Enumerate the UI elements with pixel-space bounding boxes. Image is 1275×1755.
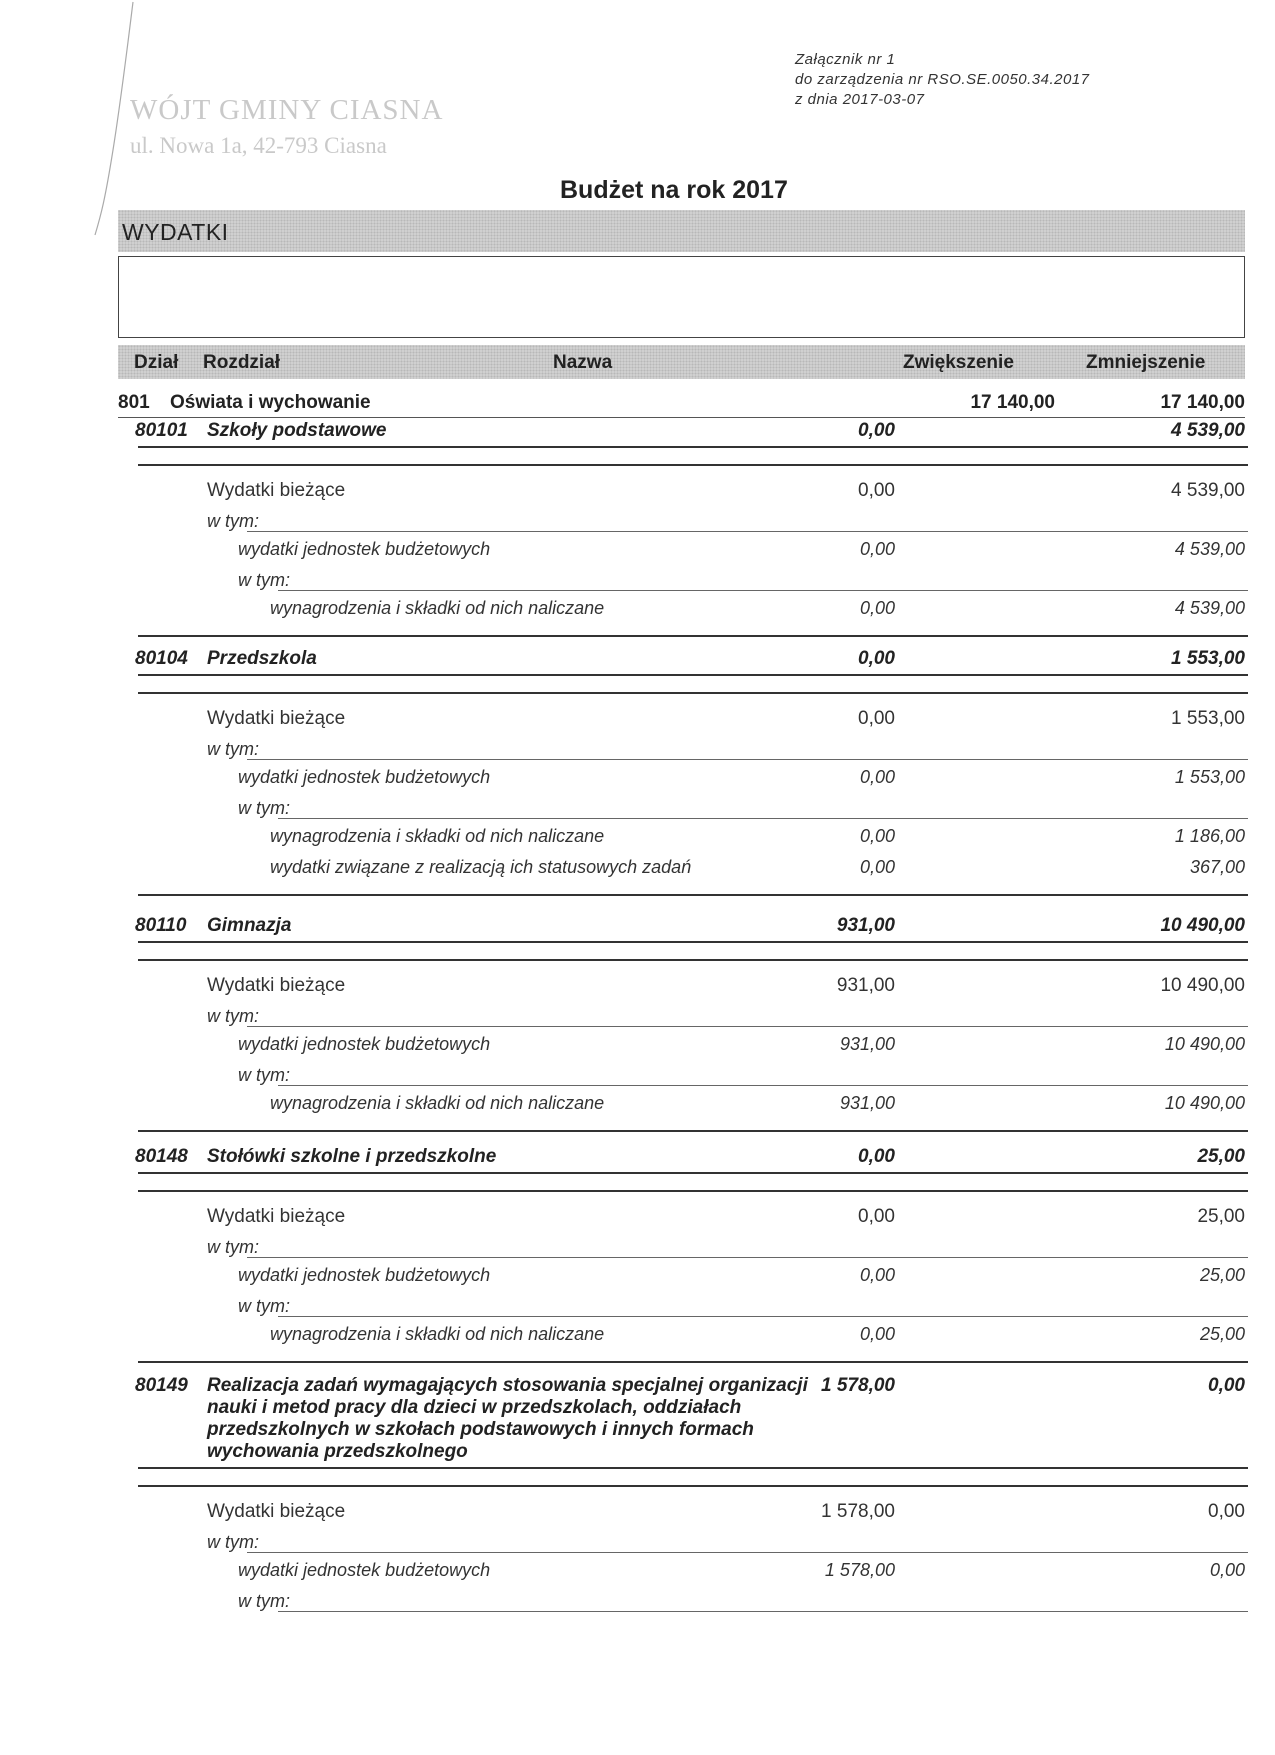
in-which-label: w tym: [238,798,290,818]
annex-note [795,50,1090,110]
row-decrease: 10 490,00 [1164,1034,1245,1054]
chapter-name-line: wychowania przedszkolnego [207,1441,468,1462]
annex-line-2: do zarządzenia nr RSO.SE.0050.34.2017 [795,71,1090,88]
chapter-code: 80149 [135,1375,188,1396]
chapter-underline [138,941,1248,943]
chapter-decrease: 25,00 [1197,1146,1245,1167]
row-increase: 0,00 [859,598,895,618]
row-decrease: 1 553,00 [1171,708,1245,729]
in-which-label: w tym: [238,1296,290,1316]
chapter-name-line: przedszkolnych w szkołach podstawowych i innych formach [207,1419,754,1440]
row-underline [278,1611,1248,1612]
dzial-code: 801 [118,392,150,413]
current-expenses-label: Wydatki bieżące [207,1501,346,1522]
chapter-code: 80110 [135,915,187,936]
row-underline [278,590,1248,591]
row-increase: 0,00 [859,826,895,846]
row-underline [247,759,1248,760]
row-underline [278,1085,1248,1086]
detail-expense-label: wydatki związane z realizacją ich statusowych zadań [270,857,692,877]
chapter-name: Stołówki szkolne i przedszkolne [207,1146,497,1167]
row-decrease: 25,00 [1197,1206,1245,1227]
row-underline [278,818,1248,819]
in-which-label: w tym: [207,1532,259,1552]
row-decrease: 367,00 [1189,857,1245,877]
unit-expenses-label: wydatki jednostek budżetowych [238,767,491,787]
chapter-name-line: nauki i metod pracy dla dzieci w przedszkolach, oddziałach [207,1397,742,1418]
row-increase: 931,00 [836,975,895,996]
detail-expense-label: wynagrodzenia i składki od nich naliczane [270,598,605,618]
chapter-separator [138,692,1248,694]
chapter-name: Szkoły podstawowe [207,420,387,441]
row-decrease: 10 490,00 [1160,975,1245,996]
chapter-separator [138,1485,1248,1487]
chapter-code: 80148 [135,1146,188,1167]
row-increase: 0,00 [858,1206,895,1227]
row-decrease: 4 539,00 [1174,539,1245,559]
chapter-increase: 0,00 [858,648,895,669]
row-decrease: 1 186,00 [1174,826,1245,846]
chapter-end-line [138,1361,1248,1363]
chapter-decrease: 10 490,00 [1160,915,1245,936]
row-decrease: 25,00 [1199,1324,1245,1344]
unit-expenses-label: wydatki jednostek budżetowych [238,539,491,559]
row-increase: 0,00 [859,1324,895,1344]
in-which-label: w tym: [207,1237,259,1257]
row-increase: 0,00 [859,857,895,877]
col-nazwa: Nazwa [553,352,613,373]
row-increase: 0,00 [859,1265,895,1285]
detail-expense-label: wynagrodzenia i składki od nich naliczane [270,826,605,846]
chapter-underline [138,446,1248,448]
stamp-line-2: ul. Nowa 1a, 42-793 Ciasna [130,133,387,158]
in-which-label: w tym: [207,739,259,759]
annex-line-1: Załącznik nr 1 [795,51,896,68]
in-which-label: w tym: [238,1591,290,1611]
row-increase: 0,00 [858,708,895,729]
unit-expenses-label: wydatki jednostek budżetowych [238,1560,491,1580]
current-expenses-label: Wydatki bieżące [207,975,346,996]
row-decrease: 10 490,00 [1164,1093,1245,1113]
in-which-label: w tym: [207,1006,259,1026]
col-dzial: Dział [134,352,179,373]
in-which-label: w tym: [207,511,259,531]
chapter-code: 80101 [135,420,188,441]
chapter-increase: 0,00 [858,420,895,441]
chapter-end-line [138,1130,1248,1132]
chapter-name: Gimnazja [207,915,292,936]
row-decrease: 4 539,00 [1174,598,1245,618]
col-rozdzial: Rozdział [203,352,281,373]
page-title: Budżet na rok 2017 [560,176,788,204]
office-stamp [130,92,443,164]
chapter-code: 80104 [135,648,188,669]
row-decrease: 25,00 [1199,1265,1245,1285]
unit-expenses-label: wydatki jednostek budżetowych [238,1265,491,1285]
col-zmniejszenie: Zmniejszenie [1086,352,1206,373]
chapter-separator [138,1190,1248,1192]
section-title: WYDATKI [122,219,229,245]
stamp-line-1: WÓJT GMINY CIASNA [130,94,444,126]
current-expenses-label: Wydatki bieżące [207,1206,346,1227]
in-which-label: w tym: [238,1065,290,1085]
chapter-decrease: 4 539,00 [1171,420,1245,441]
chapter-name-line: Realizacja zadań wymagających stosowania specjalnej organizacji [207,1375,808,1396]
chapter-name: Przedszkola [207,648,317,669]
table-header [118,345,1245,379]
row-increase: 1 578,00 [821,1501,895,1522]
row-decrease: 0,00 [1208,1501,1245,1522]
chapter-separator [138,464,1248,466]
row-decrease: 1 553,00 [1174,767,1245,787]
dzial-name: Oświata i wychowanie [170,392,371,413]
chapter-increase: 931,00 [836,915,895,936]
dzial-underline [118,417,1245,418]
row-underline [247,1257,1248,1258]
chapter-separator [138,959,1248,961]
current-expenses-label: Wydatki bieżące [207,708,346,729]
chapter-underline [138,1172,1248,1174]
annex-line-3: z dnia 2017-03-07 [795,91,925,108]
chapter-underline [138,674,1248,676]
chapter-decrease: 1 553,00 [1171,648,1245,669]
row-decrease: 4 539,00 [1171,480,1245,501]
chapter-decrease: 0,00 [1208,1375,1245,1396]
row-underline [278,1316,1248,1317]
dzial-decrease: 17 140,00 [1160,392,1245,413]
row-underline [247,1552,1248,1553]
row-underline [247,531,1248,532]
chapter-end-line [138,635,1248,637]
row-underline [247,1026,1248,1027]
row-increase: 931,00 [839,1034,895,1054]
detail-expense-label: wynagrodzenia i składki od nich naliczane [270,1093,605,1113]
section-bar [118,210,1245,252]
row-increase: 0,00 [858,480,895,501]
row-increase: 0,00 [859,539,895,559]
row-increase: 1 578,00 [824,1560,895,1580]
chapter-end-line [138,894,1248,896]
chapter-underline [138,1467,1248,1469]
dzial-increase: 17 140,00 [970,392,1055,413]
chapter-increase: 0,00 [858,1146,895,1167]
current-expenses-label: Wydatki bieżące [207,480,346,501]
col-zwiekszenie: Zwiększenie [903,352,1014,373]
chapter-increase: 1 578,00 [821,1375,895,1396]
row-increase: 931,00 [839,1093,895,1113]
empty-box [118,256,1245,338]
row-decrease: 0,00 [1209,1560,1245,1580]
row-increase: 0,00 [859,767,895,787]
detail-expense-label: wynagrodzenia i składki od nich naliczane [270,1324,605,1344]
unit-expenses-label: wydatki jednostek budżetowych [238,1034,491,1054]
in-which-label: w tym: [238,570,290,590]
